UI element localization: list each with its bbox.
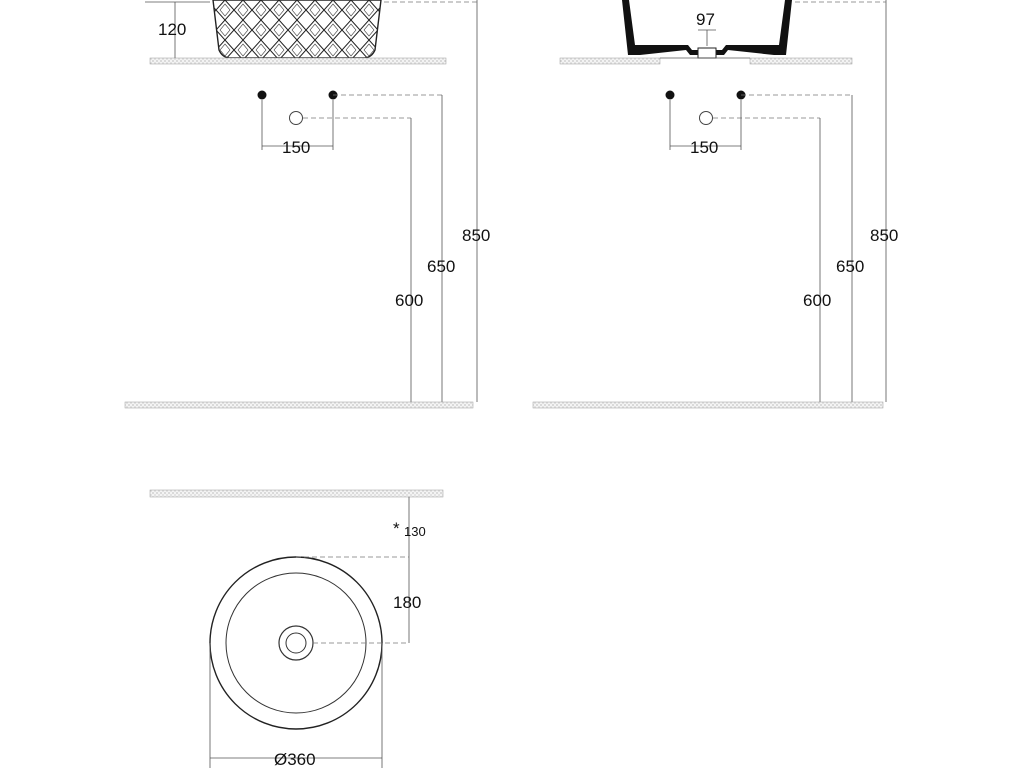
drain-outer	[279, 626, 313, 660]
tap-hole-left	[258, 91, 267, 100]
front-height-label: 120	[158, 20, 187, 39]
waste-outlet	[290, 112, 303, 125]
section-dim-850: 850	[870, 226, 899, 245]
countertop-band-left	[560, 58, 660, 64]
countertop-band	[150, 58, 446, 64]
section-waste-outlet	[700, 112, 713, 125]
front-view	[125, 0, 490, 408]
section-dim-600: 600	[803, 291, 832, 310]
front-tap-spacing-label: 150	[282, 138, 311, 157]
center-offset-label: 180	[393, 593, 422, 612]
plan-view	[150, 490, 443, 768]
floor-band-front	[125, 402, 473, 408]
drain-inner	[286, 633, 306, 653]
wall-offset-star: *	[393, 519, 400, 538]
basin-front-elevation	[213, 0, 381, 58]
diameter-label: Ø360	[274, 750, 316, 768]
front-dim-650: 650	[427, 257, 456, 276]
wall-offset-label: 130	[404, 524, 426, 539]
front-dim-850: 850	[462, 226, 491, 245]
front-dim-600: 600	[395, 291, 424, 310]
section-waste-label: 97	[696, 10, 715, 29]
floor-band-section	[533, 402, 883, 408]
section-view	[533, 0, 898, 408]
section-tap-hole-left	[666, 91, 675, 100]
countertop-band-right	[750, 58, 852, 64]
basin-cross-section	[622, 0, 792, 58]
wall-band	[150, 490, 443, 497]
section-dim-650: 650	[836, 257, 865, 276]
section-tap-spacing-label: 150	[690, 138, 719, 157]
